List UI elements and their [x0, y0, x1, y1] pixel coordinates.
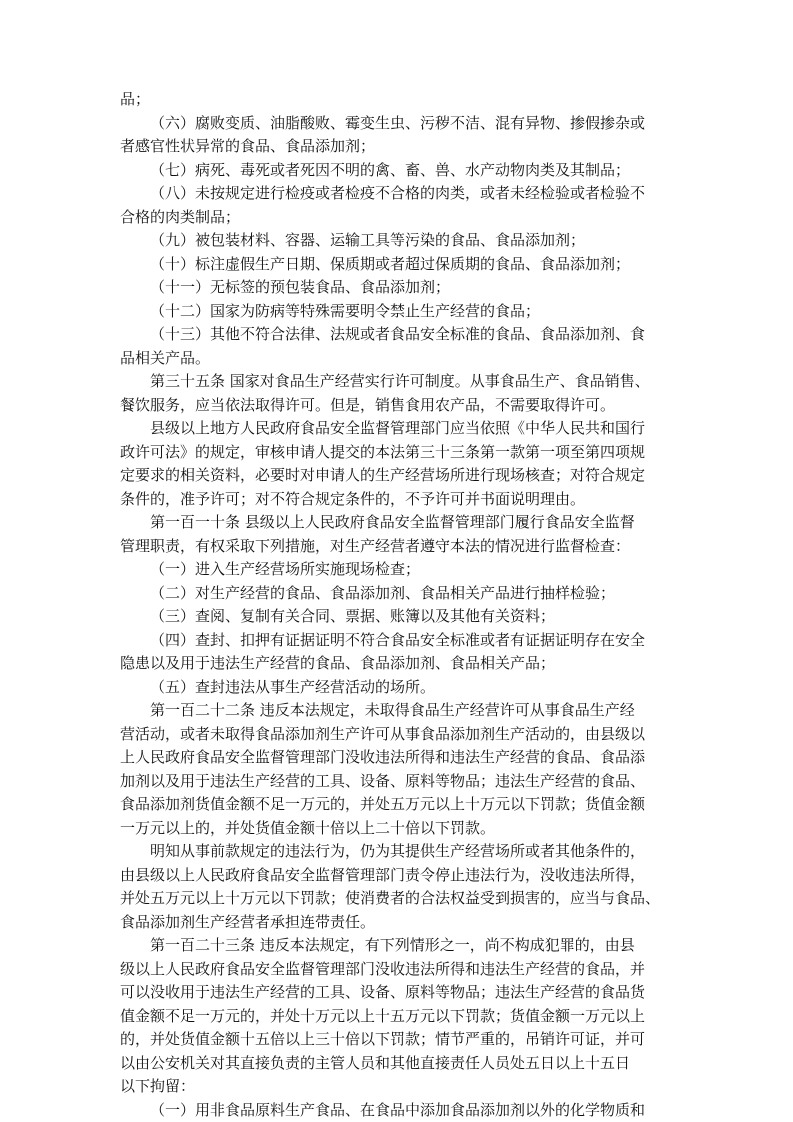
text-line: （三）查阅、复制有关合同、票据、账簿以及其他有关资料；	[150, 607, 556, 625]
text-line: 一万元以上的，并处货值金额十倍以上二十倍以下罚款。	[120, 818, 496, 837]
text-line: 第一百二十二条 违反本法规定，未取得食品生产经营许可从事食品生产经	[150, 701, 635, 719]
text-line: 并处五万元以上十万元以下罚款；使消费者的合法权益受到损害的，应当与食品、	[120, 889, 661, 907]
document-page	[120, 88, 677, 1122]
text-line: （一）用非食品原料生产食品、在食品中添加食品添加剂以外的化学物质和	[150, 1100, 646, 1119]
text-line: 政许可法》的规定，审核申请人提交的本法第三十三条第一款第一项至第四项规	[120, 442, 646, 461]
text-line: （五）查封违法从事生产经营活动的场所。	[150, 677, 436, 696]
text-line: （十）标注虚假生产日期、保质期或者超过保质期的食品、食品添加剂；	[150, 254, 631, 273]
text-line: （一）进入生产经营场所实施现场检查；	[150, 560, 421, 578]
text-line: 第三十五条 国家对食品生产经营实行许可制度。从事食品生产、食品销售、	[150, 372, 650, 390]
text-line: 由县级以上人民政府食品安全监督管理部门责令停止违法行为，没收违法所得，	[120, 865, 646, 884]
text-line: 值金额不足一万元的，并处十万元以上十五万元以下罚款；货值金额一万元以上	[120, 1006, 646, 1025]
text-line: 品；	[120, 90, 151, 108]
text-line: 者感官性状异常的食品、食品添加剂；	[120, 137, 376, 155]
text-line: 品相关产品。	[120, 348, 211, 367]
text-line: 第一百一十条 县级以上人民政府食品安全监督管理部门履行食品安全监督	[150, 513, 635, 531]
text-line: （十一）无标签的预包装食品、食品添加剂；	[150, 278, 451, 296]
text-line: 县级以上地方人民政府食品安全监督管理部门应当依照《中华人民共和国行	[150, 419, 646, 437]
text-line: 食品添加剂生产经营者承担连带责任。	[120, 912, 376, 931]
text-line: （六）腐败变质、油脂酸败、霉变生虫、污秽不洁、混有异物、掺假掺杂或	[150, 113, 646, 132]
text-line: 管理职责，有权采取下列措施，对生产经营者遵守本法的情况进行监督检查：	[120, 536, 631, 555]
text-line: 定要求的相关资料，必要时对申请人的生产经营场所进行现场核查；对符合规定	[120, 466, 646, 484]
text-line: 合格的肉类制品；	[120, 207, 241, 226]
text-line: 条件的，准予许可；对不符合规定条件的，不予许可并书面说明理由。	[120, 489, 586, 508]
text-line: 加剂以及用于违法生产经营的工具、设备、原料等物品；违法生产经营的食品、	[120, 771, 646, 790]
text-line: （十三）其他不符合法律、法规或者食品安全标准的食品、食品添加剂、食	[150, 325, 646, 343]
text-line: （十二）国家为防病等特殊需要明令禁止生产经营的食品；	[150, 301, 541, 320]
text-line: （四）查封、扣押有证据证明不符合食品安全标准或者有证据证明存在安全	[150, 630, 646, 649]
text-line: 上人民政府食品安全监督管理部门没收违法所得和违法生产经营的食品、食品添	[120, 748, 646, 766]
text-line: 明知从事前款规定的违法行为，仍为其提供生产经营场所或者其他条件的，	[150, 842, 646, 860]
text-line: 餐饮服务，应当依法取得许可。但是，销售食用农产品，不需要取得许可。	[120, 395, 616, 414]
text-line: （八）未按规定进行检疫或者检疫不合格的肉类，或者未经检验或者检验不	[150, 184, 646, 202]
legal-text-body	[120, 88, 677, 1122]
text-line: （九）被包装材料、容器、运输工具等污染的食品、食品添加剂；	[150, 231, 586, 249]
text-line: 级以上人民政府食品安全监督管理部门没收违法所得和违法生产经营的食品，并	[120, 959, 646, 978]
text-line: 食品添加剂货值金额不足一万元的，并处五万元以上十万元以下罚款；货值金额	[120, 795, 646, 813]
text-line: 可以没收用于违法生产经营的工具、设备、原料等物品；违法生产经营的食品货	[120, 983, 646, 1001]
text-line: 第一百二十三条 违反本法规定，有下列情形之一，尚不构成犯罪的，由县	[150, 936, 635, 954]
text-line: 的，并处货值金额十五倍以上三十倍以下罚款；情节严重的，吊销许可证，并可	[120, 1030, 646, 1048]
text-line: 隐患以及用于违法生产经营的食品、食品添加剂、食品相关产品；	[120, 654, 556, 672]
text-line: 以由公安机关对其直接负责的主管人员和其他直接责任人员处五日以上十五日	[120, 1053, 631, 1072]
text-line: 以下拘留：	[120, 1077, 196, 1095]
text-line: （七）病死、毒死或者死因不明的禽、畜、兽、水产动物肉类及其制品；	[150, 160, 631, 179]
text-line: 营活动，或者未取得食品添加剂生产许可从事食品添加剂生产活动的，由县级以	[120, 724, 646, 743]
text-line: （二）对生产经营的食品、食品添加剂、食品相关产品进行抽样检验；	[150, 583, 616, 602]
